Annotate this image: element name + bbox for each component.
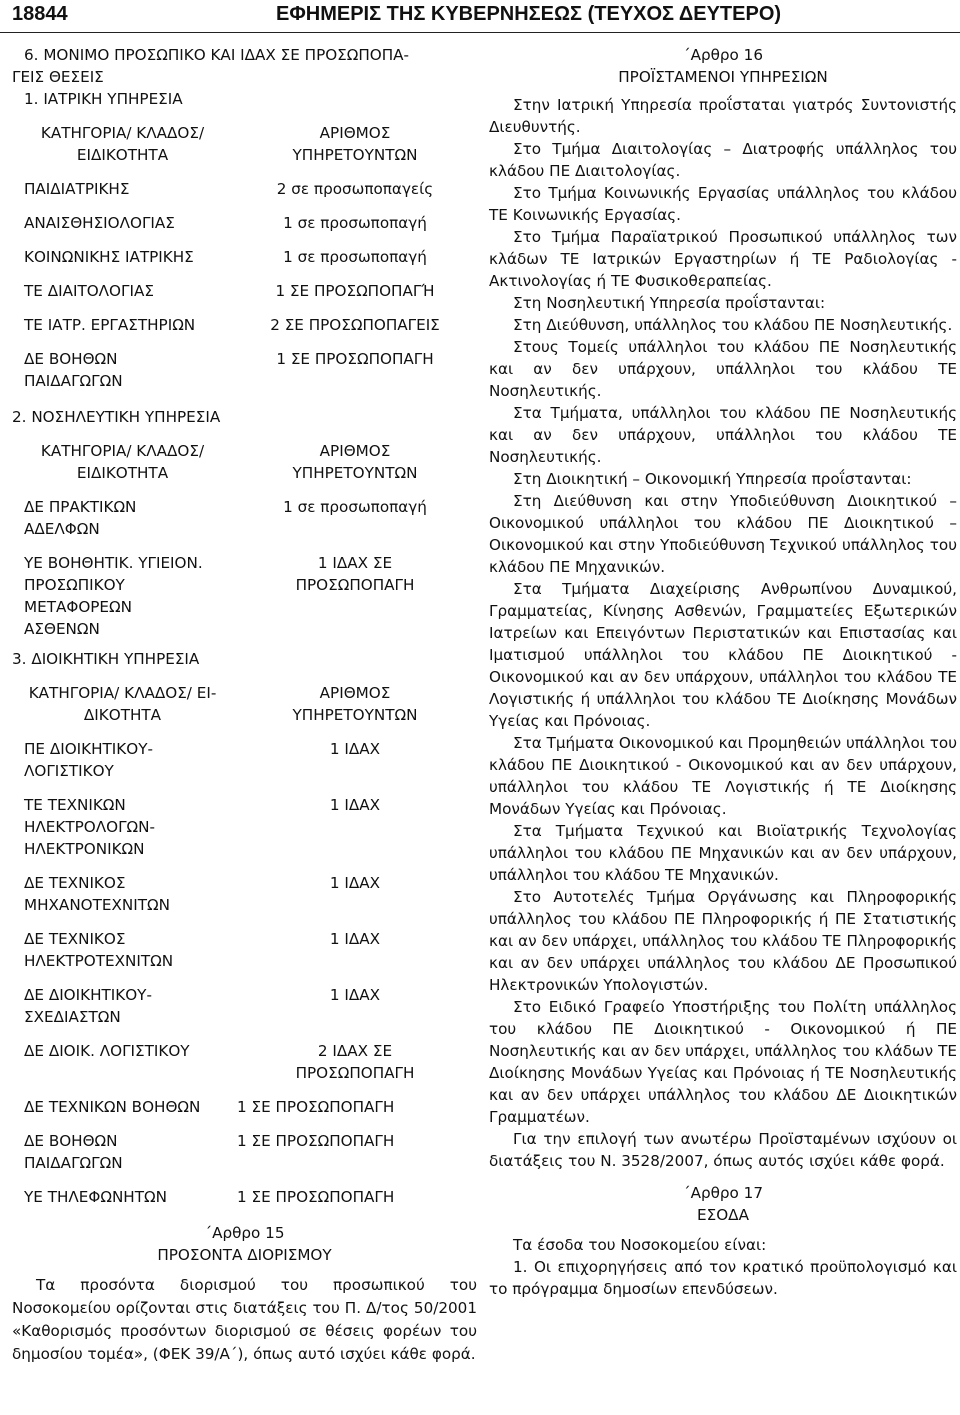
cell-category (12, 872, 237, 916)
category-line: ΥΕ ΒΟΗΘΗΤΙΚ. ΥΓΙΕΙΟΝ. (24, 554, 203, 572)
cell-count (237, 212, 473, 234)
count-line: 1 σε προσωποπαγή (283, 248, 427, 266)
category-line: ΤΕ ΔΙΑΙΤΟΛΟΓΙΑΣ (24, 282, 154, 300)
cell-category (12, 1096, 237, 1118)
count-line: 1 ΙΔΑΧ (329, 740, 381, 758)
category-line: ΠΑΙΔΑΓΩΓΩΝ (24, 372, 123, 390)
count-line: 1 ΣΕ ΠΡΟΣΩΠΟΠΑΓΗ (237, 1188, 395, 1206)
cell-count (237, 246, 473, 268)
count-line: 1 ΙΔΑΧ (329, 986, 381, 1004)
cell-count (237, 178, 473, 200)
category-line: ΔΕ ΒΟΗΘΩΝ (24, 1132, 118, 1150)
category-line: ΠΡΟΣΩΠΙΚΟΥ (24, 576, 125, 594)
cell-count (237, 872, 473, 916)
category-line: ΤΕ ΤΕΧΝΙΚΩΝ (24, 796, 126, 814)
count-line: 1 ΙΔΑΧ ΣΕ (317, 554, 393, 572)
count-line: 2 σε προσωποπαγείς (276, 180, 434, 198)
count-line: 1 ΙΔΑΧ (329, 874, 381, 892)
cell-count (237, 280, 473, 302)
article-16-paragraph: Στο Τμήμα Κοινωνικής Εργασίας υπάλληλος του κλάδου ΤΕ Κοινωνικής Εργασίας. (489, 184, 957, 224)
administrative-staff-table (12, 676, 477, 1214)
table-row (12, 206, 477, 240)
page-header (0, 0, 960, 33)
article-16-paragraph: Για την επιλογή των ανωτέρω Προϊσταμένων ισχύουν οι διατάξεις του Ν. 3528/2007, όπως αυτός ισχύει κάθε φορά. (489, 1130, 957, 1170)
article-17-intro: Τα έσοδα του Νοσοκομείου είναι: (513, 1236, 767, 1254)
cell-category (12, 314, 237, 336)
column-header-count (237, 122, 473, 166)
category-line: ΗΛΕΚΤΡΟΛΟΓΩΝ- (24, 818, 156, 836)
category-line: ΑΝΑΙΣΘΗΣΙΟΛΟΓΙΑΣ (24, 214, 175, 232)
category-line: ΔΕ ΔΙΟΙΚΗΤΙΚΟΥ- (24, 986, 152, 1004)
category-line: ΔΕ ΤΕΧΝΙΚΩΝ ΒΟΗΘΩΝ (24, 1098, 201, 1116)
header-count-line: ΥΠΗΡΕΤΟΥΝΤΩΝ (292, 706, 418, 724)
article-16-paragraph: Στη Διοικητική – Οικονομική Υπηρεσία προΐστανται: (513, 470, 912, 488)
column-header-count (237, 682, 473, 726)
category-line: ΜΕΤΑΦΟΡΕΩΝ (24, 598, 132, 616)
cell-category (12, 1130, 237, 1174)
article-16-paragraph: Στο Τμήμα Παραϊατρικού Προσωπικού υπάλληλος των κλάδων ΤΕ Ιατρικών Εργαστηρίων ή ΤΕ Ραδιολογίας - Ακτινολογίας ή ΤΕ Φυσικοθεραπείας. (489, 228, 957, 290)
cell-category (12, 212, 237, 234)
cell-count (237, 1096, 473, 1118)
article-17-subtitle: ΕΣΟΔΑ (697, 1206, 749, 1224)
article-16-paragraph: Στη Διεύθυνση, υπάλληλος του κλάδου ΠΕ Νοσηλευτικής. (513, 316, 953, 334)
category-line: ΔΕ ΤΕΧΝΙΚΟΣ (24, 930, 126, 948)
cell-count (237, 794, 473, 860)
category-line: ΔΕ ΒΟΗΘΩΝ (24, 350, 118, 368)
table-row (12, 1090, 477, 1124)
article-16-paragraph: Στα Τμήματα Τεχνικού και Βιοϊατρικής Τεχνολογίας υπάλληλοι του κλάδου ΠΕ Μηχανικών και αν δεν υπάρχουν, υπάλληλοι του κλάδου ΤΕ Μηχανικών. (489, 822, 957, 884)
header-count-line: ΥΠΗΡΕΤΟΥΝΤΩΝ (292, 146, 418, 164)
header-category-line: ΕΙΔΙΚΟΤΗΤΑ (76, 146, 169, 164)
category-line: ΠΑΙΔΑΓΩΓΩΝ (24, 1154, 123, 1172)
count-line: 2 ΣΕ ΠΡΟΣΩΠΟΠΑΓΕΙΣ (270, 316, 440, 334)
table-row (12, 546, 477, 646)
table-row (12, 342, 477, 398)
cell-category (12, 552, 237, 640)
category-line: ΔΕ ΤΕΧΝΙΚΟΣ (24, 874, 126, 892)
medical-staff-table (12, 116, 477, 398)
column-header-count (237, 440, 473, 484)
header-category-line: ΚΑΤΗΓΟΡΙΑ/ ΚΛΑΔΟΣ/ ΕΙ- (28, 684, 217, 702)
cell-category (12, 280, 237, 302)
table-row (12, 866, 477, 922)
table-row (12, 274, 477, 308)
header-count-line: ΑΡΙΘΜΟΣ (319, 684, 391, 702)
cell-category (12, 496, 237, 540)
article-16-subtitle: ΠΡΟΪΣΤΑΜΕΝΟΙ ΥΠΗΡΕΣΙΩΝ (618, 68, 828, 86)
cell-count (237, 496, 473, 540)
count-line: ΠΡΟΣΩΠΟΠΑΓΗ (295, 576, 415, 594)
article-17-title: ΄Αρθρο 17 (682, 1184, 763, 1202)
category-line: ΣΧΕΔΙΑΣΤΩΝ (24, 1008, 121, 1026)
cell-category (12, 794, 237, 860)
header-category-line: ΕΙΔΙΚΟΤΗΤΑ (76, 464, 169, 482)
header-count-line: ΑΡΙΘΜΟΣ (319, 442, 391, 460)
count-line: 1 ΙΔΑΧ (329, 796, 381, 814)
article-16-paragraph: Στο Τμήμα Διαιτολογίας – Διατροφής υπάλληλος του κλάδου ΠΕ Διαιτολογίας. (489, 140, 957, 180)
article-16-paragraph: Στα Τμήματα, υπάλληλοι του κλάδου ΠΕ Νοσηλευτικής και αν δεν υπάρχουν, υπάλληλοι του κλάδου ΤΕ Νοσηλευτικής. (489, 404, 957, 466)
column-header-category (12, 122, 237, 166)
column-header-category (12, 682, 237, 726)
article-17-item-1: 1. Οι επιχορηγήσεις από τον κρατικό προϋπολογισμό και το πρόγραμμα δημοσίων επενδύσεων. (489, 1258, 957, 1298)
cell-category (12, 348, 237, 392)
category-line: ΛΟΓΙΣΤΙΚΟΥ (24, 762, 114, 780)
count-line: 1 ΙΔΑΧ (329, 930, 381, 948)
header-count-line: ΥΠΗΡΕΤΟΥΝΤΩΝ (292, 464, 418, 482)
subsection-medical: 1. ΙΑΤΡΙΚΗ ΥΠΗΡΕΣΙΑ (24, 90, 183, 108)
table-row (12, 308, 477, 342)
article-16-paragraph: Στο Αυτοτελές Τμήμα Οργάνωσης και Πληροφορικής υπάλληλος του κλάδου ΠΕ Πληροφορικής ή ΠΕ Στατιστικής και αν δεν υπάρχει, υπάλληλος του κλάδου ΤΕ Πληροφορικής και αν δεν υπάρχει υπάλληλος του κλάδου ΔΕ Προσωπικού Ηλεκτρονικών Υπολογιστών. (489, 888, 957, 994)
cell-count (237, 928, 473, 972)
journal-title: ΕΦΗΜΕΡΙΣ ΤΗΣ ΚΥΒΕΡΝΗΣΕΩΣ (ΤΕΥΧΟΣ ΔΕΥΤΕΡΟ) (276, 3, 782, 25)
article-16-paragraph: Στα Τμήματα Διαχείρισης Ανθρωπίνου Δυναμικού, Γραμματείας, Κίνησης Ασθενών, Γραμματείες Εξωτερικών Ιατρείων και Επειγόντων Περιστατικών και Επιστασίας και Ιματισμού υπάλληλοι του κλάδου ΠΕ Διοικητικού - Οικονομικού και αν δεν υπάρχουν, υπάλληλοι του κλάδου ΤΕ Λογιστικής ή υπάλληλοι του κλάδου ΤΕ Διοίκησης Μονάδων Υγείας και Πρόνοιας. (489, 580, 957, 730)
table-row (12, 978, 477, 1034)
left-column (12, 44, 477, 1366)
header-category-line: ΚΑΤΗΓΟΡΙΑ/ ΚΛΑΔΟΣ/ (40, 442, 205, 460)
cell-category (12, 1040, 237, 1084)
cell-count (237, 738, 473, 782)
article-16-paragraph: Στη Νοσηλευτική Υπηρεσία προΐστανται: (513, 294, 826, 312)
article-16-paragraph: Στα Τμήματα Οικονομικού και Προμηθειών υπάλληλοι του κλάδου ΠΕ Διοικητικού - Οικονομικού και αν δεν υπάρχουν, υπάλληλοι του κλάδου ΤΕ Λογιστικής ή ΤΕ Διοίκησης Μονάδων Υγείας και Πρόνοιας. (489, 734, 957, 818)
cell-category (12, 178, 237, 200)
cell-count (237, 314, 473, 336)
section-6-title-line2: ΓΕΙΣ ΘΕΣΕΙΣ (12, 68, 104, 86)
right-column (489, 44, 957, 1300)
header-category-line: ΔΙΚΟΤΗΤΑ (83, 706, 162, 724)
table-row (12, 240, 477, 274)
cell-count (237, 1130, 473, 1174)
article-15-subtitle: ΠΡΟΣΟΝΤΑ ΔΙΟΡΙΣΜΟΥ (157, 1246, 332, 1264)
cell-category (12, 1186, 237, 1208)
nursing-staff-table (12, 434, 477, 646)
subsection-nursing: 2. ΝΟΣΗΛΕΥΤΙΚΗ ΥΠΗΡΕΣΙΑ (12, 408, 221, 426)
table-header-row (12, 676, 477, 732)
category-line: ΥΕ ΤΗΛΕΦΩΝΗΤΩΝ (24, 1188, 167, 1206)
article-16-paragraph: Στο Ειδικό Γραφείο Υποστήριξης του Πολίτη υπάλληλος του κλάδου ΠΕ Διοικητικού - Οικονομικού ή ΠΕ Νοσηλευτικής και αν δεν υπάρχει, υπάλληλος του κλάδων ΤΕ Διοίκησης Μονάδων Υγείας και Πρόνοιας ή ΤΕ Νοσηλευτικής και αν δεν υπάρχει υπάλληλος του κλάδου ΔΕ Διοικητικών Γραμματέων. (489, 998, 957, 1126)
count-line: 1 ΣΕ ΠΡΟΣΩΠΟΠΑΓΗ (276, 350, 434, 368)
count-line: 1 ΣΕ ΠΡΟΣΩΠΟΠΑΓΉ (275, 282, 435, 300)
article-16-title: ΄Αρθρο 16 (682, 46, 763, 64)
category-line: ΠΑΙΔΙΑΤΡΙΚΗΣ (24, 180, 130, 198)
category-line: ΜΗΧΑΝΟΤΕΧΝΙΤΩΝ (24, 896, 170, 914)
table-row (12, 1034, 477, 1090)
header-category-line: ΚΑΤΗΓΟΡΙΑ/ ΚΛΑΔΟΣ/ (40, 124, 205, 142)
table-row (12, 490, 477, 546)
category-line: ΑΣΘΕΝΩΝ (24, 620, 100, 638)
category-line: ΔΕ ΔΙΟΙΚ. ΛΟΓΙΣΤΙΚΟΥ (24, 1042, 190, 1060)
category-line: ΗΛΕΚΤΡΟΤΕΧΝΙΤΩΝ (24, 952, 174, 970)
header-count-line: ΑΡΙΘΜΟΣ (319, 124, 391, 142)
cell-category (12, 984, 237, 1028)
count-line: 1 ΣΕ ΠΡΟΣΩΠΟΠΑΓΗ (237, 1132, 395, 1150)
cell-category (12, 246, 237, 268)
table-row (12, 1124, 477, 1180)
table-header-row (12, 116, 477, 172)
subsection-administrative: 3. ΔΙΟΙΚΗΤΙΚΗ ΥΠΗΡΕΣΙΑ (12, 650, 200, 668)
article-16-body (489, 94, 957, 1172)
category-line: ΠΕ ΔΙΟΙΚΗΤΙΚΟΥ- (24, 740, 153, 758)
cell-count (237, 1186, 473, 1208)
cell-count (237, 552, 473, 640)
cell-count (237, 1040, 473, 1084)
table-row (12, 172, 477, 206)
table-row (12, 922, 477, 978)
cell-count (237, 348, 473, 392)
article-16-paragraph: Στους Τομείς υπάλληλοι του κλάδου ΠΕ Νοσηλευτικής και αν δεν υπάρχουν, υπάλληλοι του κλάδου ΤΕ Νοσηλευτικής. (489, 338, 957, 400)
cell-category (12, 738, 237, 782)
table-header-row (12, 434, 477, 490)
section-6-title-line1: 6. ΜΟΝΙΜΟ ΠΡΟΣΩΠΙΚΟ ΚΑΙ ΙΔΑΧ ΣΕ ΠΡΟΣΩΠΟΠΑ- (24, 46, 410, 64)
count-line: 1 σε προσωποπαγή (283, 214, 427, 232)
cell-category (12, 928, 237, 972)
category-line: ΔΕ ΠΡΑΚΤΙΚΩΝ (24, 498, 137, 516)
category-line: ΗΛΕΚΤΡΟΝΙΚΩΝ (24, 840, 145, 858)
article-16-paragraph: Στην Ιατρική Υπηρεσία προΐσταται γιατρός Συντονιστής Διευθυντής. (489, 96, 957, 136)
cell-count (237, 984, 473, 1028)
category-line: ΚΟΙΝΩΝΙΚΗΣ ΙΑΤΡΙΚΗΣ (24, 248, 194, 266)
count-line: ΠΡΟΣΩΠΟΠΑΓΗ (295, 1064, 415, 1082)
count-line: 2 ΙΔΑΧ ΣΕ (317, 1042, 393, 1060)
article-15-title: ΄Αρθρο 15 (204, 1224, 285, 1242)
article-16-paragraph: Στη Διεύθυνση και στην Υποδιεύθυνση Διοικητικού – Οικονομικού υπάλληλοι του κλάδου ΠΕ Διοικητικού – Οικονομικού και στην Υποδιεύθυνση Τεχνικού υπάλληλος του κλάδου ΠΕ Μηχανικών. (489, 492, 957, 576)
page-number: 18844 (12, 3, 68, 25)
column-header-category (12, 440, 237, 484)
table-row (12, 732, 477, 788)
article-15-text: Τα προσόντα διορισμού του προσωπικού του Νοσοκομείου ορίζονται στις διατάξεις του Π. Δ/τος 50/2001 «Καθορισμός προσόντων διορισμού σε θέσεις φορέων του δημοσίου τομέα», (ΦΕΚ 39/Α΄), όπως αυτό ισχύει κάθε φορά. (12, 1276, 477, 1363)
count-line: 1 ΣΕ ΠΡΟΣΩΠΟΠΑΓΗ (237, 1098, 395, 1116)
table-row (12, 788, 477, 866)
table-row (12, 1180, 477, 1214)
category-line: ΤΕ ΙΑΤΡ. ΕΡΓΑΣΤΗΡΙΩΝ (24, 316, 196, 334)
category-line: ΑΔΕΛΦΩΝ (24, 520, 100, 538)
count-line: 1 σε προσωποπαγή (283, 498, 427, 516)
